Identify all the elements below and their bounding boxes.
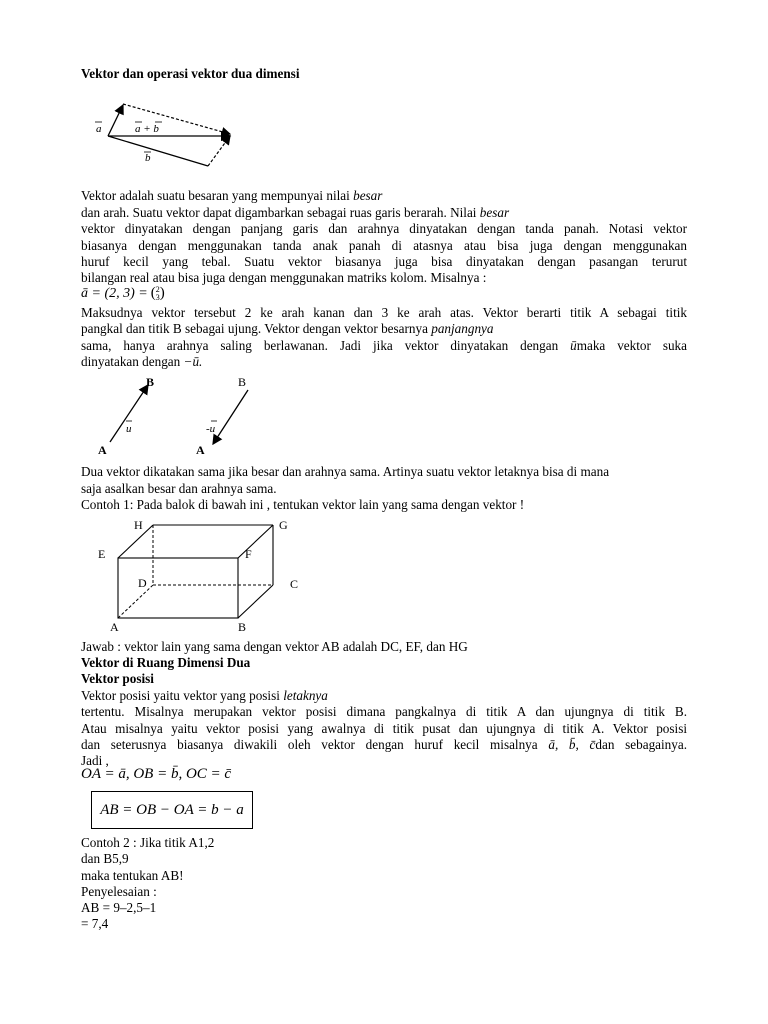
label-u: u [126, 423, 132, 435]
vertex-B: B [238, 620, 247, 634]
label-a-plus-b: a + b [135, 123, 159, 135]
vertex-E: E [98, 547, 106, 561]
label-minus-u: -u [206, 423, 216, 435]
vector-b-arrow [108, 136, 208, 166]
point-A-1: A [98, 443, 107, 457]
subsection-heading: Vektor posisi [81, 671, 154, 686]
vertex-D: D [138, 576, 147, 590]
section-heading: Vektor di Ruang Dimensi Dua [81, 655, 251, 670]
para2-line-2: pangkal dan titik B sebagai ujung. Vektor dengan vektor besarnya panjangnya [81, 321, 494, 336]
contoh2-line-1: Contoh 2 : Jika titik A1,2 [81, 835, 215, 850]
intro-line-4: biasanya dengan menggunakan tanda anak panah di atasnya atau bisa juga dengan menggunakan [81, 238, 687, 253]
intro-line-3: vektor dinyatakan dengan panjang garis dan arahnya dinyatakan dengan tanda panah. Notasi vektor [81, 221, 687, 236]
boxed-formula: AB = OB − OA = b − a [91, 791, 253, 829]
vector-a-arrow [108, 105, 123, 136]
label-b: b [145, 152, 151, 164]
intro-line-2: dan arah. Suatu vektor dapat digambarkan sebagai ruas garis berarah. Nilai besar [81, 205, 510, 220]
intro-line-1: Vektor adalah suatu besaran yang mempunyai nilai besar [81, 188, 383, 203]
para2-line-3: sama, hanya arahnya saling berlawanan. Jadi jika vektor dinyatakan dengan ūmaka vektor suka [81, 338, 687, 353]
vertex-A: A [110, 620, 119, 634]
vector-a-dashed-arrow [208, 136, 230, 166]
section2-line-3: Atau misalnya yaitu vektor posisi yang awalnya di titik pusat dan ujungnya di titik A. Vektor posisi [81, 721, 687, 736]
contoh2-line-4: Penyelesaian : [81, 884, 157, 899]
opposite-vectors-figure [90, 372, 280, 458]
vector-formula: ā = (2, 3) = ( 2 3 ) [81, 284, 165, 302]
cuboid-figure [90, 515, 310, 637]
intro-line-5: huruf kecil yang tebal. Suatu vektor biasanya juga bisa dinyatakan dengan pasangan terurut [81, 254, 687, 269]
vertex-C: C [290, 577, 299, 591]
intro-line-6: bilangan real atau bisa juga dengan menggunakan matriks kolom. Misalnya : [81, 270, 487, 285]
position-vector-formula: OA = ā, OB = b̄, OC = c̄ [81, 766, 232, 782]
section2-line-4: dan seterusnya biasanya diwakili oleh vektor dengan huruf kecil misalnya ā, b̄, c̄dan sebagainya. [81, 737, 688, 752]
vertex-H: H [134, 518, 143, 532]
section2-line-5: Jadi , [81, 753, 109, 768]
section2-line-1: Vektor posisi yaitu vektor yang posisi letaknya [81, 688, 328, 703]
point-B-1: B [146, 375, 155, 389]
contoh2-line-3: maka tentukan AB! [81, 868, 184, 883]
para2-line-1: Maksudnya vektor tersebut 2 ke arah kanan dan 3 ke arah atas. Vektor berarti titik A sebagai titik [81, 305, 687, 320]
contoh2-line-2: dan B5,9 [81, 851, 129, 866]
section2-line-2: tertentu. Misalnya merupakan vektor posisi dimana pangkalnya di titik A dan ujungnya di titik B. [81, 704, 687, 719]
point-A-2: A [196, 443, 205, 457]
vertex-G: G [279, 518, 288, 532]
point-B-2: B [238, 375, 247, 389]
para2-line-4: dinyatakan dengan −ū. [81, 354, 203, 369]
vector-minus-u-arrow [213, 390, 248, 444]
contoh2-line-5: AB = 9–2,5–1 [81, 900, 157, 915]
jawab-line: Jawab : vektor lain yang sama dengan vektor AB adalah DC, EF, dan HG [81, 639, 468, 654]
para3-line-3: Contoh 1: Pada balok di bawah ini , tentukan vektor lain yang sama dengan vektor ! [81, 497, 525, 512]
page-title: Vektor dan operasi vektor dua dimensi [81, 66, 300, 81]
vertex-F: F [245, 547, 252, 561]
label-a: a [96, 123, 102, 135]
para3-line-2: saja asalkan besar dan arahnya sama. [81, 481, 277, 496]
vector-addition-figure [90, 96, 250, 168]
cuboid-front-face [118, 558, 238, 618]
contoh2-line-6: = 7,4 [81, 916, 109, 931]
para3-line-1: Dua vektor dikatakan sama jika besar dan arahnya sama. Artinya suatu vektor letaknya bisa di mana [81, 464, 610, 479]
